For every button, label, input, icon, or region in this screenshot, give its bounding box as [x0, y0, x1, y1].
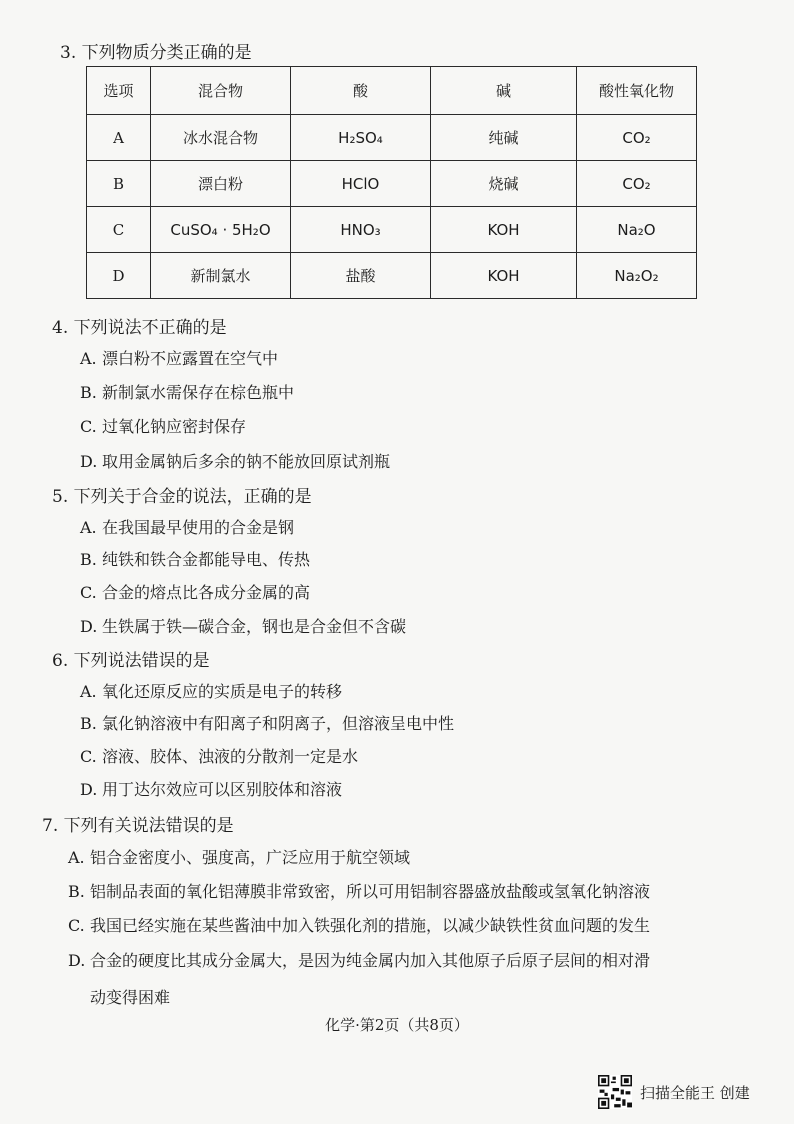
- header-base: 碱: [431, 67, 577, 115]
- scanner-label: 扫描全能王 创建: [640, 1083, 750, 1102]
- option-text: 生铁属于铁—碳合金，钢也是合金但不含碳: [102, 617, 407, 636]
- q7-option-c: [68, 913, 650, 936]
- q7-option-b: [68, 879, 650, 902]
- question-3-stem: 3. 下列物质分类正确的是: [60, 43, 252, 63]
- option-label: B.: [68, 882, 85, 901]
- option-text: 取用金属钠后多余的钠不能放回原试剂瓶: [102, 452, 391, 471]
- cell-option: D: [87, 253, 151, 299]
- question-5-stem: 5. 下列关于合金的说法，正确的是: [52, 487, 312, 507]
- question-4-stem: 4. 下列说法不正确的是: [52, 318, 227, 338]
- question-7-stem: 7. 下列有关说法错误的是: [42, 816, 234, 836]
- header-acidic-oxide: 酸性氧化物: [577, 67, 697, 115]
- cell-mixture: 漂白粉: [151, 161, 291, 207]
- q6-option-a: [80, 679, 342, 702]
- table-row: [87, 207, 697, 253]
- option-text: 纯铁和铁合金都能导电、传热: [102, 550, 311, 569]
- q7-option-d: [68, 948, 650, 971]
- q7-option-a: [68, 845, 410, 868]
- option-text: 铝合金密度小、强度高，广泛应用于航空领域: [90, 848, 411, 867]
- option-text: 合金的熔点比各成分金属的高: [102, 583, 311, 602]
- cell-option: A: [87, 115, 151, 161]
- cell-mixture: CuSO₄ · 5H₂O: [151, 207, 291, 253]
- cell-acidic-oxide: Na₂O: [577, 207, 697, 253]
- option-text: 用丁达尔效应可以区别胶体和溶液: [102, 780, 343, 799]
- header-acid: 酸: [291, 67, 431, 115]
- option-text: 在我国最早使用的合金是钢: [102, 518, 295, 537]
- q5-option-b: [80, 547, 310, 570]
- cell-option: B: [87, 161, 151, 207]
- option-label: D.: [80, 452, 98, 471]
- q6-option-d: [80, 777, 342, 800]
- cell-mixture: 新制氯水: [151, 253, 291, 299]
- cell-acidic-oxide: CO₂: [577, 115, 697, 161]
- classification-table: [86, 66, 697, 299]
- option-label: B.: [80, 383, 97, 402]
- cell-base: KOH: [431, 207, 577, 253]
- option-text: 合金的硬度比其成分金属大，是因为纯金属内加入其他原子后原子层间的相对滑: [90, 951, 651, 970]
- q5-option-d: [80, 614, 406, 637]
- cell-acid: 盐酸: [291, 253, 431, 299]
- cell-acidic-oxide: CO₂: [577, 161, 697, 207]
- option-label: B.: [80, 714, 97, 733]
- q7-option-d-continuation: 动变得困难: [90, 988, 171, 1007]
- option-label: B.: [80, 550, 97, 569]
- option-label: A.: [68, 848, 85, 867]
- option-text: 漂白粉不应露置在空气中: [102, 349, 279, 368]
- cell-mixture: 冰水混合物: [151, 115, 291, 161]
- table-row: [87, 253, 697, 299]
- q4-option-c: [80, 414, 246, 437]
- header-option: 选项: [87, 67, 151, 115]
- cell-option: C: [87, 207, 151, 253]
- option-label: D.: [68, 951, 86, 970]
- option-text: 过氧化钠应密封保存: [102, 417, 247, 436]
- scanner-watermark: [598, 1075, 750, 1109]
- option-label: C.: [80, 417, 97, 436]
- cell-acidic-oxide: Na₂O₂: [577, 253, 697, 299]
- option-text: 溶液、胶体、浊液的分散剂一定是水: [102, 747, 359, 766]
- question-6-stem: 6. 下列说法错误的是: [52, 651, 210, 671]
- q6-option-b: [80, 711, 454, 734]
- option-text: 我国已经实施在某些酱油中加入铁强化剂的措施，以减少缺铁性贫血问题的发生: [90, 916, 651, 935]
- q4-option-d: [80, 449, 390, 472]
- qr-code-icon: [598, 1075, 632, 1109]
- q5-option-a: [80, 515, 294, 538]
- option-text: 铝制品表面的氧化铝薄膜非常致密，所以可用铝制容器盛放盐酸或氢氧化钠溶液: [90, 882, 651, 901]
- header-mixture: 混合物: [151, 67, 291, 115]
- option-label: D.: [80, 617, 98, 636]
- cell-acid: HNO₃: [291, 207, 431, 253]
- option-label: A.: [80, 518, 97, 537]
- table-row: [87, 161, 697, 207]
- option-text: 新制氯水需保存在棕色瓶中: [102, 383, 295, 402]
- cell-base: KOH: [431, 253, 577, 299]
- q4-option-b: [80, 380, 294, 403]
- option-label: A.: [80, 682, 97, 701]
- cell-acid: H₂SO₄: [291, 115, 431, 161]
- option-text: 氯化钠溶液中有阳离子和阴离子，但溶液呈电中性: [102, 714, 455, 733]
- cell-base: 纯碱: [431, 115, 577, 161]
- q4-option-a: [80, 346, 278, 369]
- option-label: C.: [80, 583, 97, 602]
- q5-option-c: [80, 580, 310, 603]
- option-label: A.: [80, 349, 97, 368]
- q6-option-c: [80, 744, 358, 767]
- cell-base: 烧碱: [431, 161, 577, 207]
- page-footer: 化学·第2页（共8页）: [325, 1016, 469, 1034]
- option-text: 氧化还原反应的实质是电子的转移: [102, 682, 343, 701]
- cell-acid: HClO: [291, 161, 431, 207]
- option-label: C.: [80, 747, 97, 766]
- option-label: D.: [80, 780, 98, 799]
- table-header-row: [87, 67, 697, 115]
- option-label: C.: [68, 916, 85, 935]
- table-row: [87, 115, 697, 161]
